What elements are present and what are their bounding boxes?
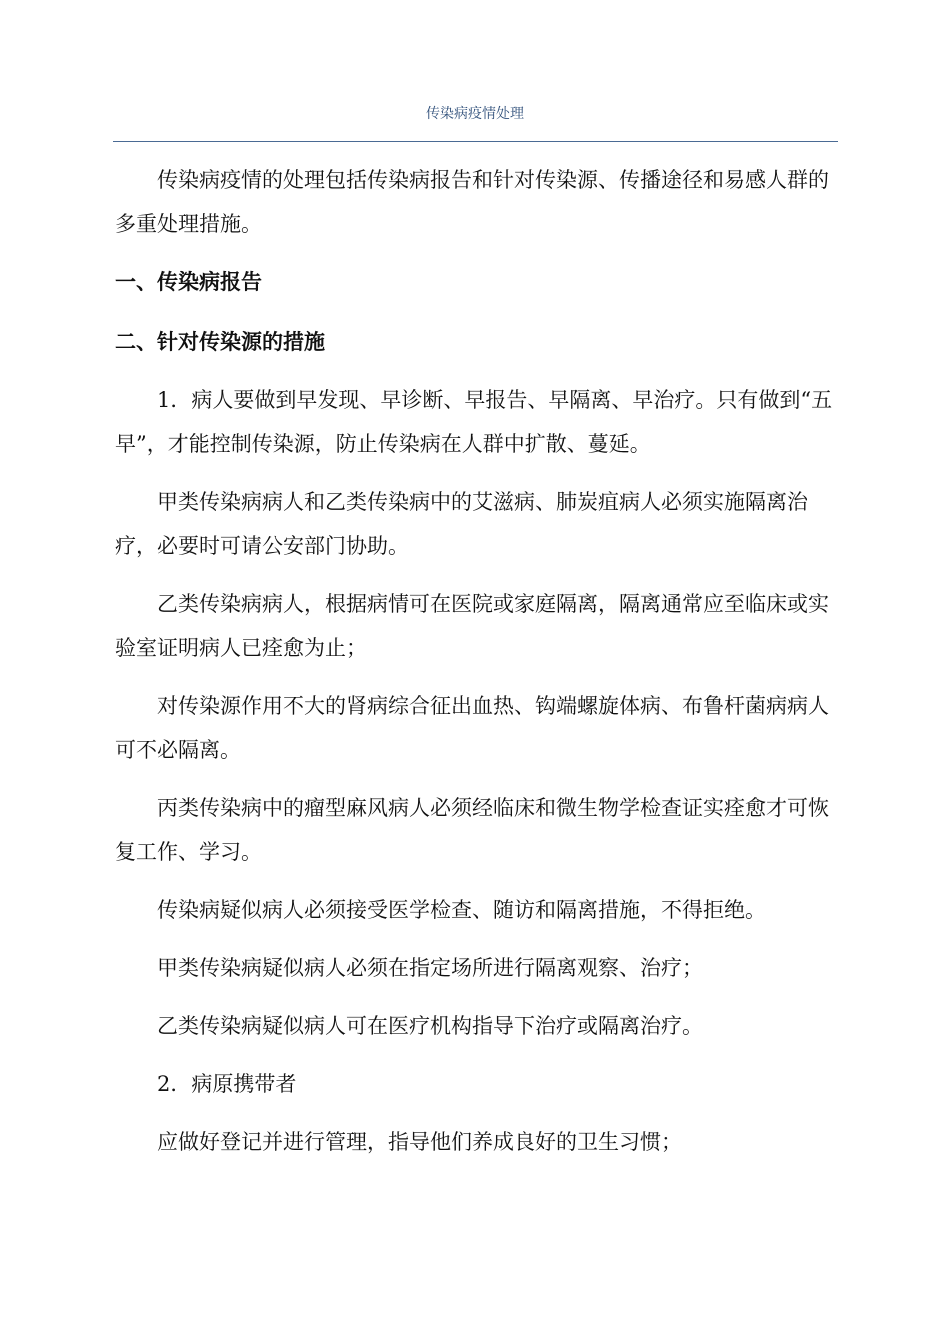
paragraph-class-b-isolation: 乙类传染病病人，根据病情可在医院或家庭隔离，隔离通常应至临床或实验室证明病人已痊愈为止； <box>115 592 829 660</box>
paragraph-class-c-leprosy: 丙类传染病中的瘤型麻风病人必须经临床和微生物学检查证实痊愈才可恢复工作、学习。 <box>115 796 829 864</box>
header-divider <box>113 141 838 142</box>
paragraph-suspected-cases: 传染病疑似病人必须接受医学检查、随访和隔离措施，不得拒绝。 <box>157 898 766 922</box>
paragraph-early-detection: 1．病人要做到早发现、早诊断、早报告、早隔离、早治疗。只有做到“五早”，才能控制传染源，防止传染病在人群中扩散、蔓延。 <box>115 388 833 456</box>
intro-paragraph: 传染病疫情的处理包括传染病报告和针对传染源、传播途径和易感人群的多重处理措施。 <box>115 168 829 236</box>
paragraph-carriers-heading: 2．病原携带者 <box>157 1072 297 1096</box>
paragraph-class-a-suspected: 甲类传染病疑似病人必须在指定场所进行隔离观察、治疗； <box>157 956 703 980</box>
section-heading-report: 一、传染病报告 <box>115 270 262 294</box>
paragraph-class-b-suspected: 乙类传染病疑似病人可在医疗机构指导下治疗或隔离治疗。 <box>157 1014 703 1038</box>
page-header-title: 传染病疫情处理 <box>426 106 524 122</box>
section-heading-source-measures: 二、针对传染源的措施 <box>115 330 325 354</box>
document-body <box>115 158 837 1164</box>
paragraph-class-a-isolation: 甲类传染病病人和乙类传染病中的艾滋病、肺炭疽病人必须实施隔离治疗，必要时可请公安部门协助。 <box>115 490 808 558</box>
paragraph-carriers-management: 应做好登记并进行管理，指导他们养成良好的卫生习惯； <box>157 1130 682 1154</box>
paragraph-no-isolation-needed: 对传染源作用不大的肾病综合征出血热、钩端螺旋体病、布鲁杆菌病病人可不必隔离。 <box>115 694 829 762</box>
